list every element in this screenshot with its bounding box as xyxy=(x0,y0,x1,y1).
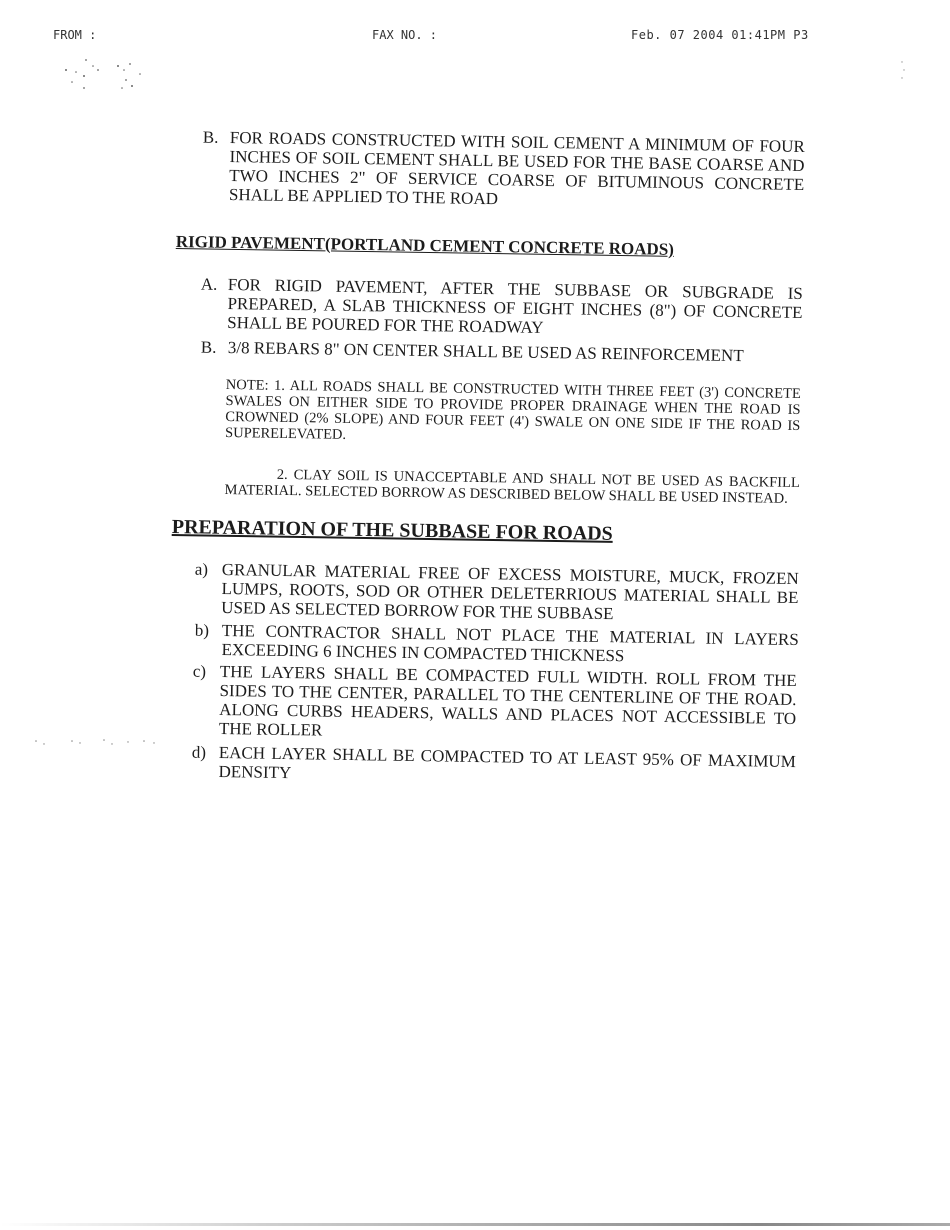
fax-header xyxy=(0,28,950,52)
subbase-heading: PREPARATION OF THE SUBBASE FOR ROADS xyxy=(171,516,613,545)
subbase-item-c xyxy=(192,661,797,747)
item-b-rebars-text: 3/8 REBARS 8" ON CENTER SHALL BE USED AS REINFORCEMENT xyxy=(227,338,744,366)
speckle-dots-left xyxy=(32,735,172,749)
subbase-item-b-marker: b) xyxy=(194,620,210,640)
subbase-item-c-text: THE LAYERS SHALL BE COMPACTED FULL WIDTH. ROLL FROM THE SIDES TO THE CENTER, PARALLEL TO THE CENTERLINE OF THE ROAD. ALONG CURBS HEADERS, WALLS AND PLACES NOT ACCESSIBLE TO THE ROLLER xyxy=(218,662,797,740)
subbase-item-c-marker: c) xyxy=(192,661,207,681)
subbase-item-d-text: EACH LAYER SHALL BE COMPACTED TO AT LEAST 95% OF MAXIMUM DENSITY xyxy=(218,743,796,783)
subbase-item-a-marker: a) xyxy=(194,559,209,579)
item-b-text: FOR ROADS CONSTRUCTED WITH SOIL CEMENT A MINIMUM OF FOUR INCHES OF SOIL CEMENT SHALL BE USED FOR THE BASE COARSE AND TWO INCHES 2" OF SERVICE COARSE OF BITUMINOUS CONCRETE SHALL BE APPLIED TO THE ROAD xyxy=(228,128,805,209)
item-b-soil-cement xyxy=(202,127,805,213)
note-1: NOTE: 1. ALL ROADS SHALL BE CONSTRUCTED WITH THREE FEET (3') CONCRETE SWALES ON EITHER SIDE TO PROVIDE PROPER DRAINAGE WHEN THE ROAD IS CROWNED (2% SLOPE) AND FOUR FEET (4') SWALE ON ONE SIDE IF THE ROAD IS SUPERELEVATED. xyxy=(224,377,801,443)
subbase-item-a xyxy=(194,559,799,626)
note-2 xyxy=(224,466,799,507)
note-2-text: 2. CLAY SOIL IS UNACCEPTABLE AND SHALL NOT BE USED AS BACKFILL MATERIAL. SELECTED BORROW AS DESCRIBED BELOW SHALL BE USED INSTEAD. xyxy=(224,466,800,507)
item-a-text: FOR RIGID PAVEMENT, AFTER THE SUBBASE OR SUBGRADE IS PREPARED, A SLAB THICKNESS OF EIGHT INCHES (8") OF CONCRETE SHALL BE POURED FOR THE ROADWAY xyxy=(227,275,803,337)
speckle-dots-right xyxy=(896,58,910,88)
speckle-dots xyxy=(62,58,152,98)
rigid-pavement-heading: RIGID PAVEMENT(PORTLAND CEMENT CONCRETE ROADS) xyxy=(175,232,675,259)
fax-number-label: FAX NO. : xyxy=(372,28,438,42)
subbase-item-d-marker: d) xyxy=(191,742,207,762)
item-b-rebars xyxy=(200,337,803,366)
item-b-rebars-marker: B. xyxy=(200,337,217,357)
fax-date-page: Feb. 07 2004 01:41PM P3 xyxy=(631,28,809,42)
scan-speckle xyxy=(62,58,152,98)
item-a-rigid-pavement xyxy=(200,274,803,341)
subbase-item-d xyxy=(191,742,796,790)
fax-from-label: FROM : xyxy=(53,28,97,42)
scan-bottom-edge xyxy=(0,1223,950,1226)
scan-speckle-left xyxy=(32,735,172,749)
subbase-item-a-text: GRANULAR MATERIAL FREE OF EXCESS MOISTURE, MUCK, FROZEN LUMPS, ROOTS, SOD OR OTHER DELETERRIOUS MATERIAL SHALL BE USED AS SELECTED BORROW FOR THE SUBBASE xyxy=(221,560,799,624)
subbase-item-b xyxy=(194,620,799,668)
item-b-marker: B. xyxy=(202,127,219,147)
scan-speckle-right xyxy=(896,58,910,88)
subbase-item-b-text: THE CONTRACTOR SHALL NOT PLACE THE MATERIAL IN LAYERS EXCEEDING 6 INCHES IN COMPACTED THICKNESS xyxy=(221,621,799,666)
item-a-marker: A. xyxy=(200,274,218,294)
